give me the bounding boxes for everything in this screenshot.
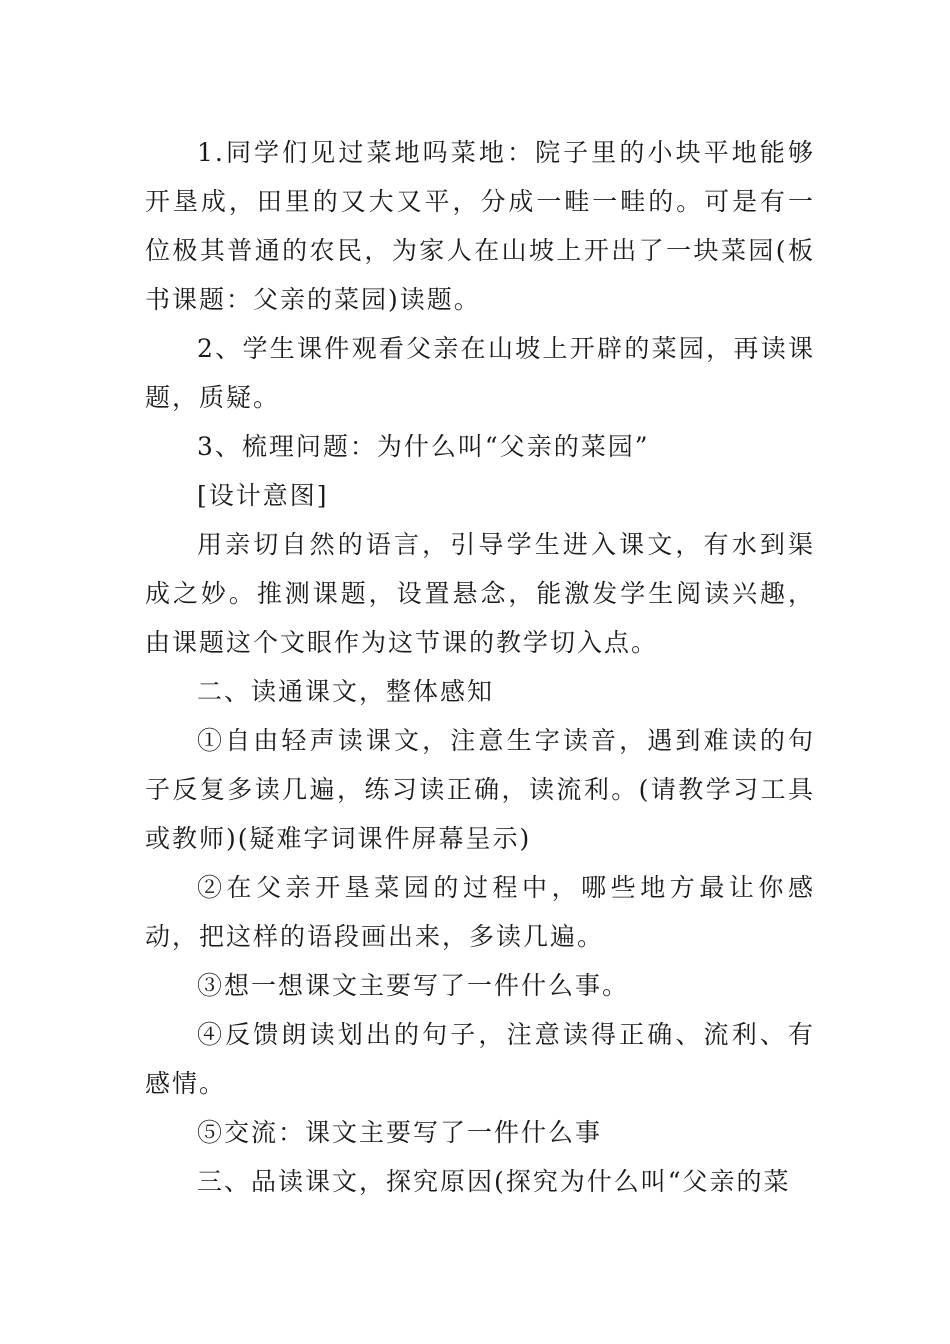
paragraph-step-5: ⑤交流：课文主要写了一件什么事 [197,1118,603,1147]
paragraph-intro-2: 2、学生课件观看父亲在山坡上开辟的菜园，再读课题，质疑。 [145,334,815,412]
paragraph-design-heading: [设计意图] [197,481,329,510]
paragraph-step-3: ③想一想课文主要写了一件什么事。 [197,971,630,1000]
section-heading-3: 三、品读课文，探究原因(探究为什么叫“父亲的菜 [197,1167,791,1196]
paragraph-step-4: ④反馈朗读划出的句子，注意读得正确、流利、有感情。 [145,1020,815,1098]
paragraph-step-1: ①自由轻声读课文，注意生字读音，遇到难读的句子反复多读几遍，练习读正确，读流利。(请教学习工具或教师)(疑难字词课件屏幕呈示) [145,726,815,853]
section-heading-2: 二、读通课文，整体感知 [197,677,495,706]
paragraph-intro-3: 3、梳理问题：为什么叫“父亲的菜园” [197,432,650,461]
paragraph-step-2: ②在父亲开垦菜园的过程中，哪些地方最让你感动，把这样的语段画出来，多读几遍。 [145,873,815,951]
document-body [145,128,815,1206]
paragraph-design-intent: 用亲切自然的语言，引导学生进入课文，有水到渠成之妙。推测课题，设置悬念，能激发学生阅读兴趣，由课题这个文眼作为这节课的教学切入点。 [145,530,815,657]
paragraph-intro-1: 1.同学们见过菜地吗菜地：院子里的小块平地能够开垦成，田里的又大又平，分成一畦一畦的。可是有一位极其普通的农民，为家人在山坡上开出了一块菜园(板书课题：父亲的菜园)读题。 [145,138,815,314]
